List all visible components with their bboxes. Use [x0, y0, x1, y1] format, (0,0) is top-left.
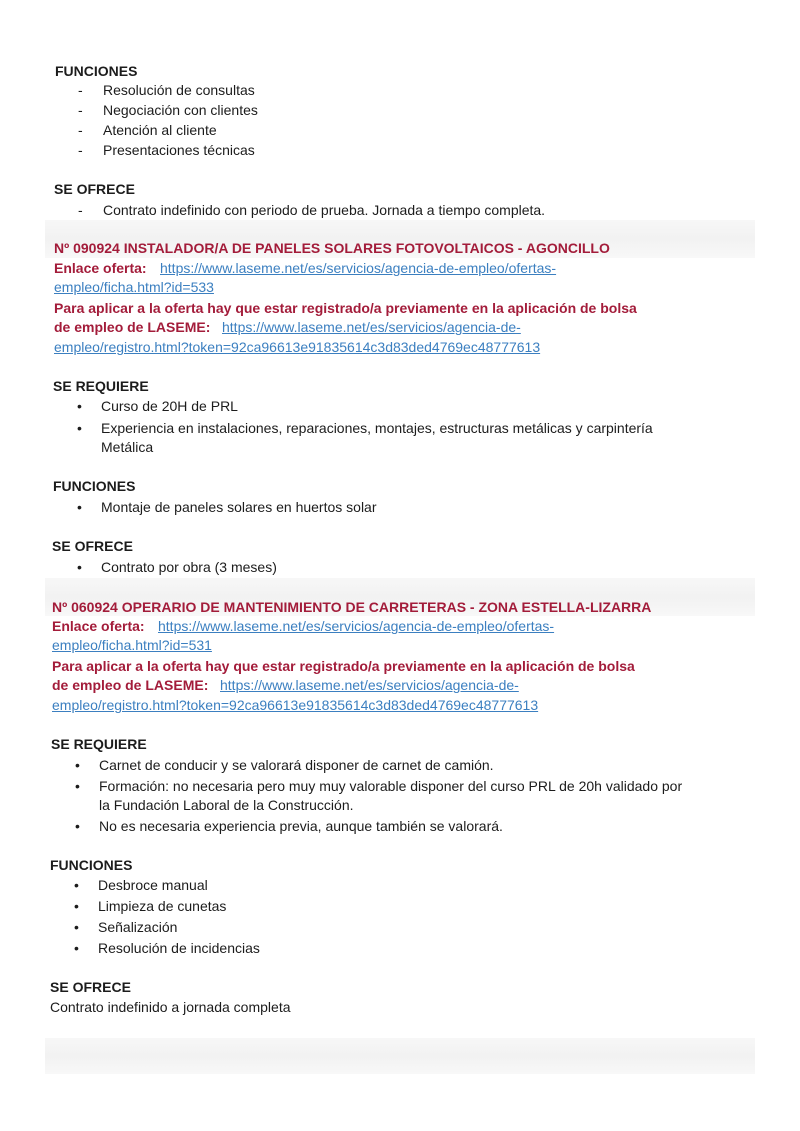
section-heading-funciones: FUNCIONES [55, 63, 138, 79]
list-item: Negociación con clientes [103, 102, 258, 118]
dash-marker: - [78, 122, 83, 138]
bullet-icon: • [74, 877, 79, 893]
enlace-label: Enlace oferta: [52, 618, 145, 634]
list-item: Carnet de conducir y se valorará disponer de carnet de camión. [99, 757, 494, 773]
list-item: Atención al cliente [103, 122, 217, 138]
section-heading-funciones: FUNCIONES [53, 478, 136, 494]
bullet-icon: • [77, 420, 82, 436]
list-item: Experiencia en instalaciones, reparaciones, montajes, estructuras metálicas y carpintería [101, 420, 653, 436]
bullet-icon: • [75, 757, 80, 773]
bullet-icon: • [75, 818, 80, 834]
list-item: Montaje de paneles solares en huertos solar [101, 499, 377, 515]
bullet-icon: • [74, 940, 79, 956]
bullet-icon: • [77, 559, 82, 575]
list-item: Formación: no necesaria pero muy muy valorable disponer del curso PRL de 20h validado por [99, 778, 683, 794]
bullet-icon: • [74, 898, 79, 914]
registration-link[interactable]: https://www.laseme.net/es/servicios/agencia-de- [222, 319, 521, 335]
offer-link[interactable]: empleo/ficha.html?id=531 [52, 637, 212, 653]
dash-marker: - [78, 82, 83, 98]
enlace-label: Enlace oferta: [54, 260, 147, 276]
list-item: No es necesaria experiencia previa, aunque también se valorará. [99, 818, 503, 834]
list-item: Señalización [98, 919, 178, 935]
registration-link[interactable]: https://www.laseme.net/es/servicios/agencia-de- [220, 677, 519, 693]
dash-marker: - [78, 142, 83, 158]
list-item: Presentaciones técnicas [103, 142, 255, 158]
offer-link[interactable]: https://www.laseme.net/es/servicios/agencia-de-empleo/ofertas- [158, 618, 555, 634]
apply-notice: Para aplicar a la oferta hay que estar registrado/a previamente en la aplicación de bolsa [52, 658, 635, 674]
bullet-icon: • [74, 919, 79, 935]
list-item: Desbroce manual [98, 877, 208, 893]
section-heading-se-ofrece: SE OFRECE [54, 181, 135, 197]
section-heading-se-ofrece: SE OFRECE [50, 979, 131, 995]
registration-link[interactable]: empleo/registro.html?token=92ca96613e91835614c3d83ded4769ec48777613 [52, 697, 539, 713]
list-item-continuation: Metálica [101, 439, 154, 455]
list-item: Contrato por obra (3 meses) [101, 559, 277, 575]
dash-marker: - [78, 102, 83, 118]
bullet-icon: • [77, 499, 82, 515]
list-item: Curso de 20H de PRL [101, 398, 238, 414]
bullet-icon: • [75, 778, 80, 794]
offer-conditions: Contrato indefinido a jornada completa [50, 999, 291, 1015]
section-heading-funciones: FUNCIONES [50, 857, 133, 873]
list-item: Contrato indefinido con periodo de prueba. Jornada a tiempo completa. [103, 202, 546, 218]
bullet-icon: • [77, 398, 82, 414]
dash-marker: - [78, 202, 83, 218]
offer-link[interactable]: https://www.laseme.net/es/servicios/agencia-de-empleo/ofertas- [160, 260, 557, 276]
offer-title: Nº 060924 OPERARIO DE MANTENIMIENTO DE CARRETERAS - ZONA ESTELLA-LIZARRA [52, 599, 652, 615]
apply-notice: de empleo de LASEME: [52, 677, 209, 693]
apply-notice: de empleo de LASEME: [54, 319, 211, 335]
section-heading-se-requiere: SE REQUIERE [51, 736, 147, 752]
section-heading-se-ofrece: SE OFRECE [52, 538, 133, 554]
section-heading-se-requiere: SE REQUIERE [53, 378, 149, 394]
list-item: Limpieza de cunetas [98, 898, 227, 914]
registration-link[interactable]: empleo/registro.html?token=92ca96613e91835614c3d83ded4769ec48777613 [54, 339, 541, 355]
list-item: Resolución de incidencias [98, 940, 260, 956]
scan-band [45, 1038, 755, 1074]
offer-title: Nº 090924 INSTALADOR/A DE PANELES SOLARES FOTOVOLTAICOS - AGONCILLO [54, 240, 610, 256]
list-item: Resolución de consultas [103, 82, 255, 98]
apply-notice: Para aplicar a la oferta hay que estar registrado/a previamente en la aplicación de bolsa [54, 300, 637, 316]
list-item-continuation: la Fundación Laboral de la Construcción. [99, 797, 354, 813]
offer-link[interactable]: empleo/ficha.html?id=533 [54, 279, 214, 295]
